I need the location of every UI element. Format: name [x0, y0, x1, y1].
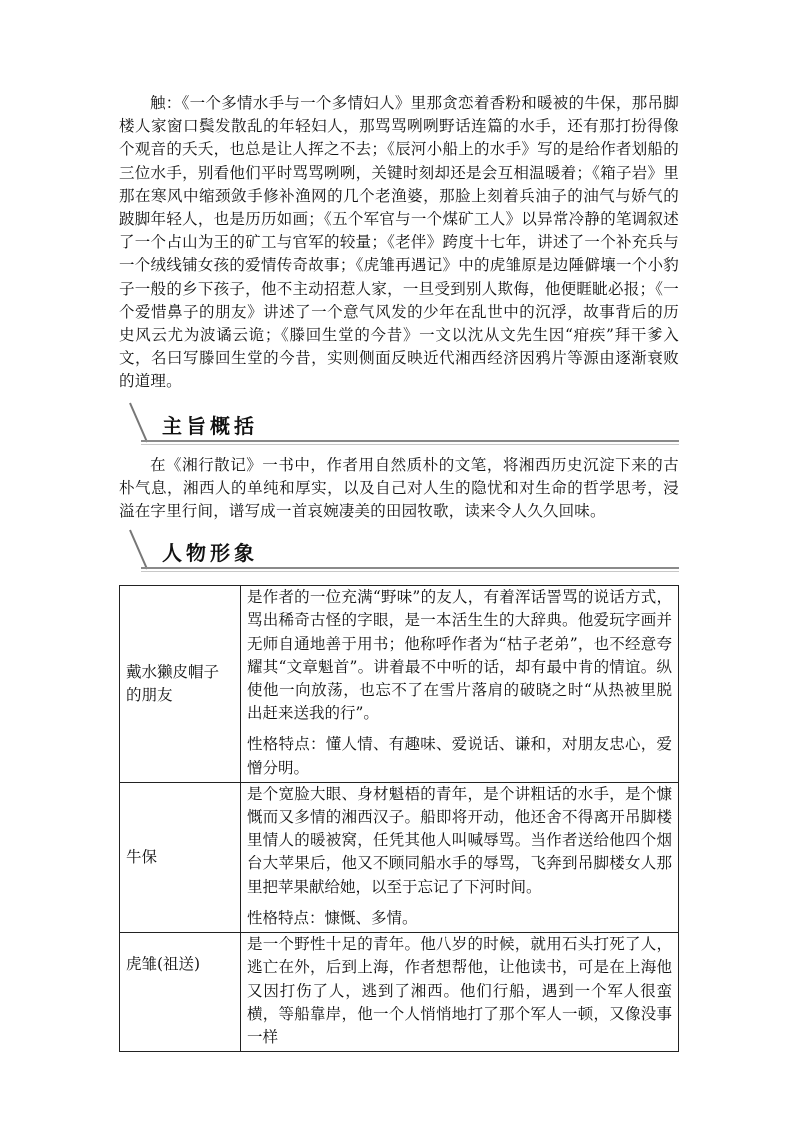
section-header-characters — [119, 529, 679, 573]
character-description: 是作者的一位充满“野味”的友人，有着浑话詈骂的说话方式，骂出稀奇古怪的字眼，是一本活生生的大辞典。他爱玩字画并无师自通地善于用书；他称呼作者为“枯子老弟”，也不经意夸耀其“文章魁首”。讲着最不中听的话，却有最中肯的情谊。纵使他一向放荡，也忘不了在雪片落肩的破晓之时“从热被里脱出赶来送我的行”。 — [247, 588, 672, 723]
section-rule-thin — [141, 571, 679, 572]
section-rule-thin — [141, 444, 679, 445]
character-description-cell — [241, 933, 679, 1052]
table-row — [120, 782, 679, 932]
intro-paragraph: 触：《一个多情水手与一个多情妇人》里那贪恋着香粉和暖被的牛保，那吊脚楼人家窗口鬓发散乱的年轻妇人，那骂骂咧咧野话连篇的水手，还有那打扮得像个观音的夭夭，也总是让人挥之不去；《辰河小船上的水手》写的是给作者划船的三位水手，别看他们平时骂骂咧咧，关键时刻却还是会互相温暖着；《箱子岩》里那在寒风中缩颈敛手修补渔网的几个老渔婆，那脸上刻着兵油子的油气与娇气的跛脚年轻人，也是历历如画；《五个军官与一个煤矿工人》以异常冷静的笔调叙述了一个占山为王的矿工与官军的较量；《老伴》跨度十七年，讲述了一个补充兵与一个绒线铺女孩的爱情传奇故事；《虎雏再遇记》中的虎雏原是边陲僻壤一个小豹子一般的乡下孩子，他不主动招惹人家，一旦受到别人欺侮，他便睚眦必报；《一个爱惜鼻子的朋友》讲述了一个意气风发的少年在乱世中的沉浮，故事背后的历史风云尤为波谲云诡；《滕回生堂的今昔》一文以沈从文先生因“疳疾”拜干爹入文，名曰写滕回生堂的今昔，实则侧面反映近代湘西经济因鸦片等源由逐渐衰败的道理。 — [119, 94, 679, 391]
character-name: 戴水獭皮帽子的朋友 — [120, 586, 241, 783]
character-table — [119, 585, 679, 1052]
theme-paragraph: 在《湘行散记》一书中，作者用自然质朴的文笔，将湘西历史沉淀下来的古朴气息，湘西人的单纯和厚实，以及自己对人生的隐忧和对生命的哲学思考，浸溢在字里行间，谱写成一首哀婉凄美的田园牧歌，读来令人久久回味。 — [119, 455, 679, 521]
character-name: 虎雏(祖送) — [120, 933, 241, 1052]
character-name: 牛保 — [120, 782, 241, 932]
character-description: 是一个野性十足的青年。他八岁的时候，就用石头打死了人，逃亡在外，后到上海，作者想帮他，让他读书，可是在上海他又因打伤了人，逃到了湘西。他们行船，遇到一个军人很蛮横，等船靠岸，他一个人悄悄地打了那个军人一顿，又像没事一样 — [247, 935, 672, 1046]
slash-decoration-icon — [127, 402, 149, 444]
slash-decoration-icon — [127, 529, 149, 571]
character-description-cell — [241, 586, 679, 783]
character-traits: 性格特点：懂人情、有趣味、爱说话、谦和，对朋友忠心，爱憎分明。 — [247, 735, 672, 777]
document-page — [119, 92, 679, 1052]
section-header-theme — [119, 402, 679, 446]
section-title-theme: 主旨概括 — [162, 413, 258, 438]
table-row — [120, 933, 679, 1052]
table-row — [120, 586, 679, 783]
section-rule — [141, 567, 679, 569]
character-description-cell — [241, 782, 679, 932]
section-rule — [141, 440, 679, 442]
character-traits: 性格特点：慷慨、多情。 — [247, 908, 418, 927]
section-title-characters: 人物形象 — [162, 541, 258, 566]
character-description: 是个宽脸大眼、身材魁梧的青年，是个讲粗话的水手，是个慷慨而又多情的湘西汉子。船即将开动，他还舍不得离开吊脚楼里情人的暖被窝，任凭其他人叫喊辱骂。当作者送给他四个烟台大苹果后，他又不顾同船水手的辱骂，飞奔到吊脚楼女人那里把苹果献给她，以至于忘记了下河时间。 — [247, 784, 672, 896]
